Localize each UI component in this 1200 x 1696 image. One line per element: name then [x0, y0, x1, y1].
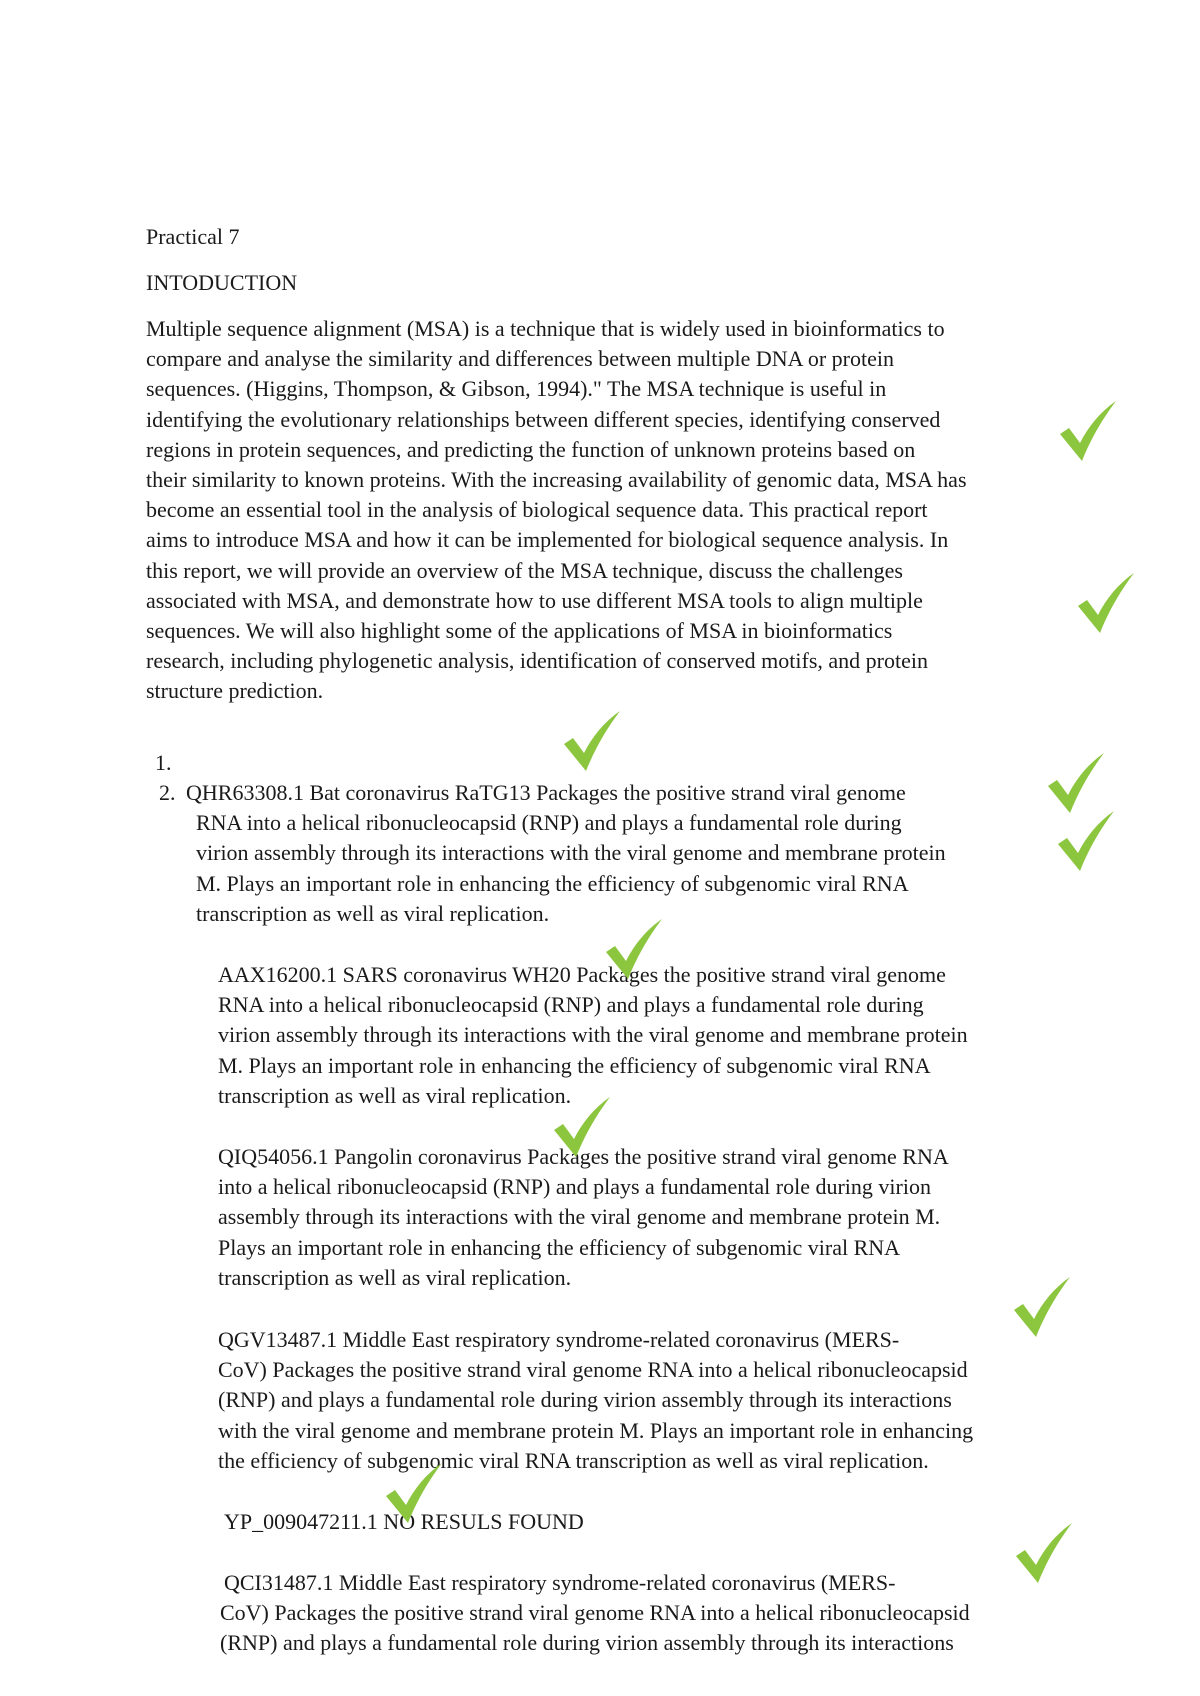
list-line: RNA into a helical ribonucleocapsid (RNP) and plays a fundamental role during [196, 810, 902, 836]
entry-line: RNA into a helical ribonucleocapsid (RNP) and plays a fundamental role during [218, 992, 924, 1018]
entry-line: with the viral genome and membrane protein M. Plays an important role in enhancing [218, 1417, 974, 1443]
entry-line: virion assembly through its interactions with the viral genome and membrane protein [218, 1022, 968, 1048]
checkmark-icon [552, 1096, 612, 1158]
entry-qgv13487 [218, 1325, 973, 1476]
checkmark-icon [1012, 1276, 1072, 1338]
entry-line: (RNP) and plays a fundamental role during virion assembly through its interactions [218, 1387, 952, 1413]
checkmark-icon [1046, 752, 1106, 814]
intro-line: research, including phylogenetic analysis, identification of conserved motifs, and protein [146, 648, 928, 674]
list-number-2: 2. [159, 780, 176, 805]
entry-qiq54056 [218, 1142, 949, 1293]
checkmark-icon [1014, 1522, 1074, 1584]
entry-line: QCI31487.1 Middle East respiratory syndrome-related coronavirus (MERS- [224, 1570, 896, 1595]
entry-line: YP_009047211.1 NO RESULS FOUND [224, 1509, 584, 1534]
intro-line: Multiple sequence alignment (MSA) is a technique that is widely used in bioinformatics to [146, 316, 945, 341]
section-heading: INTODUCTION [146, 270, 298, 295]
entry-aax16200 [218, 960, 968, 1111]
intro-line: compare and analyse the similarity and differences between multiple DNA or protein [146, 346, 894, 372]
entry-line: QGV13487.1 Middle East respiratory syndrome-related coronavirus (MERS- [218, 1327, 900, 1352]
checkmark-icon [384, 1462, 444, 1524]
entry-line: CoV) Packages the positive strand viral genome RNA into a helical ribonucleocapsid [218, 1357, 968, 1383]
entry-qci31487 [220, 1568, 970, 1659]
entry-line: M. Plays an important role in enhancing the efficiency of subgenomic viral RNA [218, 1052, 931, 1078]
list-line: M. Plays an important role in enhancing the efficiency of subgenomic viral RNA [196, 870, 909, 896]
checkmark-icon [1056, 810, 1116, 872]
entry-line: CoV) Packages the positive strand viral genome RNA into a helical ribonucleocapsid [220, 1600, 970, 1626]
checkmark-icon [1058, 400, 1118, 462]
checkmark-icon [604, 918, 664, 980]
intro-line: identifying the evolutionary relationships between different species, identifying conserved [146, 406, 941, 432]
intro-line: aims to introduce MSA and how it can be implemented for biological sequence analysis. In [146, 527, 949, 553]
document-title: Practical 7 [146, 224, 240, 249]
entry-line: QIQ54056.1 Pangolin coronavirus Packages the positive strand viral genome RNA [218, 1144, 949, 1169]
intro-line: sequences. (Higgins, Thompson, & Gibson, 1994)." The MSA technique is useful in [146, 376, 887, 402]
entry-line: transcription as well as viral replication. [218, 1082, 572, 1108]
intro-line: regions in protein sequences, and predicting the function of unknown proteins based on [146, 436, 916, 462]
intro-line: associated with MSA, and demonstrate how to use different MSA tools to align multiple [146, 587, 923, 613]
entry-line: Plays an important role in enhancing the efficiency of subgenomic viral RNA [218, 1234, 901, 1260]
entry-line: transcription as well as viral replication. [218, 1264, 572, 1290]
intro-line: become an essential tool in the analysis of biological sequence data. This practical report [146, 497, 928, 523]
entry-line: AAX16200.1 SARS coronavirus WH20 Packages the positive strand viral genome [218, 962, 946, 987]
list-number-1: 1. [155, 750, 172, 775]
list-line: QHR63308.1 Bat coronavirus RaTG13 Packages the positive strand viral genome [186, 780, 906, 805]
list-line: transcription as well as viral replication. [196, 900, 550, 926]
intro-line: structure prediction. [146, 678, 324, 704]
intro-line: their similarity to known proteins. With the increasing availability of genomic data, MSA has [146, 467, 967, 493]
list-line: virion assembly through its interactions with the viral genome and membrane protein [196, 840, 946, 866]
entry-line: assembly through its interactions with the viral genome and membrane protein M. [218, 1204, 941, 1230]
entry-line: into a helical ribonucleocapsid (RNP) and plays a fundamental role during virion [218, 1174, 931, 1200]
intro-line: sequences. We will also highlight some of the applications of MSA in bioinformatics [146, 618, 893, 644]
entry-line: (RNP) and plays a fundamental role during virion assembly through its interactions [220, 1630, 954, 1656]
list-item-2 [186, 778, 946, 929]
entry-line: the efficiency of subgenomic viral RNA transcription as well as viral replication. [218, 1447, 929, 1473]
intro-line: this report, we will provide an overview of the MSA technique, discuss the challenges [146, 557, 903, 583]
checkmark-icon [562, 710, 622, 772]
checkmark-icon [1076, 572, 1136, 634]
intro-paragraph [146, 314, 967, 707]
